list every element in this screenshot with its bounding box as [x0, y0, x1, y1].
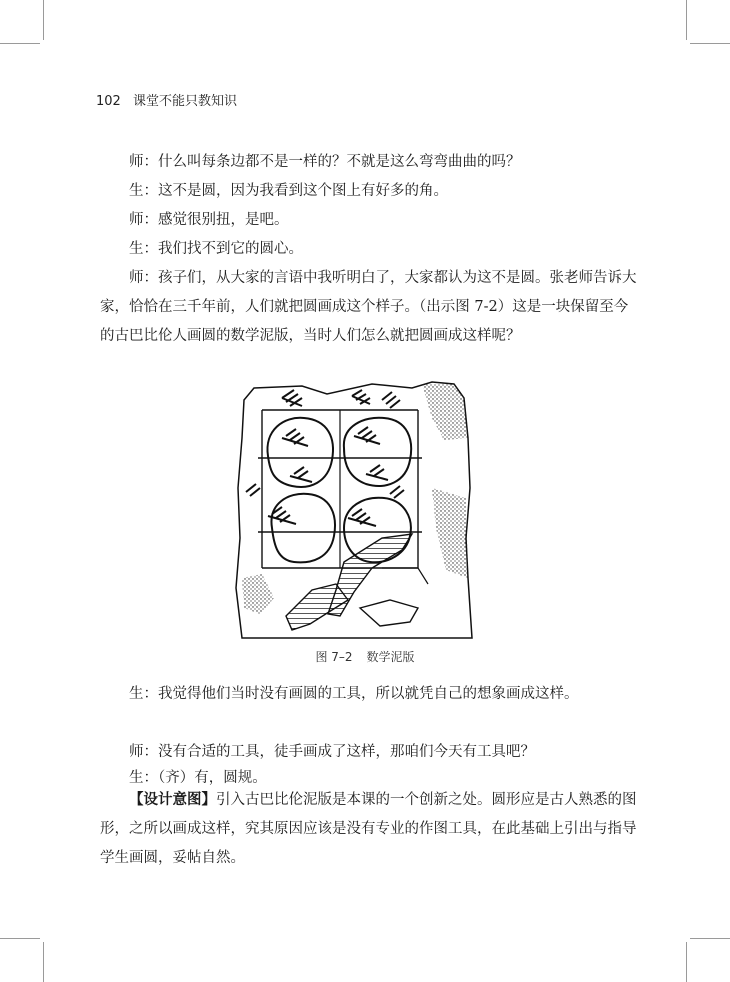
dialogue-line: 生：这不是圆，因为我看到这个图上有好多的角。	[129, 183, 448, 199]
book-title: 课堂不能只教知识	[132, 94, 237, 109]
design-intent-tag: 【设计意图】	[129, 792, 216, 808]
figure-title: 数学泥版	[366, 650, 415, 664]
crop-mark	[43, 0, 44, 40]
dialogue-line: 生：（齐）有，圆规。	[129, 770, 267, 786]
dialogue-line: 师：什么叫每条边都不是一样的？不就是这么弯弯曲曲的吗？	[129, 154, 521, 170]
crop-mark	[686, 942, 687, 982]
dialogue-paragraph: 师：孩子们，从大家的言语中我听明白了，大家都认为这不是圆。张老师告诉大家，恰恰在三千年前，人们就把圆画成这个样子。（出示图 7-2）这是一块保留至今的古巴比伦人画圆的数学泥版，当时人们怎么就把圆画成这样呢？	[100, 270, 637, 344]
clay-tablet-figure	[232, 378, 500, 640]
dialogue-paragraph: 生：我觉得他们当时没有画圆的工具，所以就凭自己的想象画成这样。	[129, 686, 579, 702]
crop-mark	[0, 43, 40, 44]
crop-mark	[690, 938, 730, 939]
dialogue-line: 师：感觉很别扭，是吧。	[129, 212, 289, 228]
design-intent-note	[100, 786, 640, 873]
crop-mark	[686, 0, 687, 40]
crop-mark	[0, 938, 40, 939]
crop-mark	[690, 43, 730, 44]
dialogue-line: 师：没有合适的工具，徒手画成了这样，那咱们今天有工具吧？	[129, 744, 535, 760]
figure-label: 图 7–2	[315, 650, 353, 664]
crop-mark	[43, 942, 44, 982]
dialogue-line: 生：我们找不到它的圆心。	[129, 241, 303, 257]
running-header	[96, 90, 237, 109]
page-number: 102	[96, 94, 121, 109]
design-intent-text: 引入古巴比伦泥版是本课的一个创新之处。圆形应是古人熟悉的图形，之所以画成这样，究其原因应该是没有专业的作图工具，在此基础上引出与指导学生画圆，妥帖自然。	[100, 792, 637, 866]
figure-caption	[0, 648, 730, 665]
clay-tablet-drawing	[232, 378, 500, 640]
